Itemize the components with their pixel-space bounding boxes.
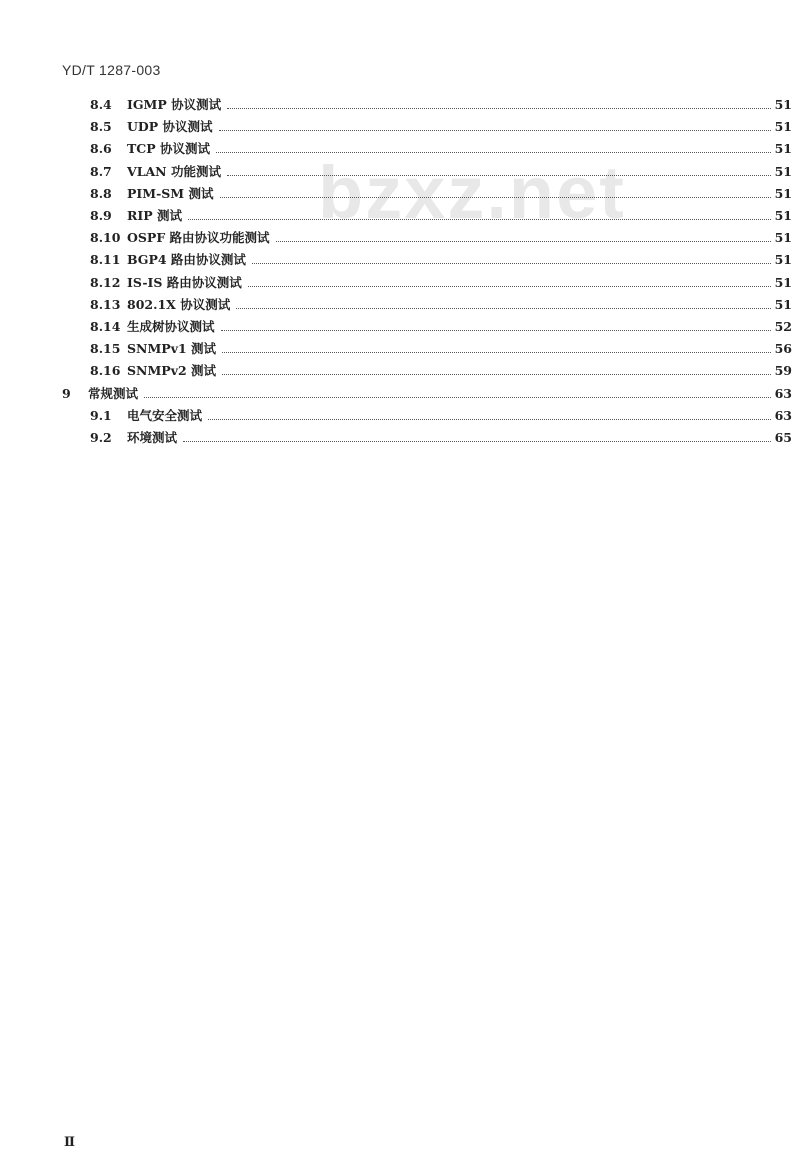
toc-entry-page: 51 [774,185,792,201]
toc-entry-number: 8.8 [90,185,112,201]
toc-entry-number: 9.2 [90,430,112,445]
toc-entry[interactable] [90,184,792,204]
toc-entry-number: 8.7 [90,163,112,179]
toc-entry[interactable] [90,339,792,359]
toc-entry[interactable] [62,384,792,404]
toc-entry-number: 8.13 [90,296,121,312]
leader-dots [227,107,770,109]
toc-entry[interactable] [90,273,792,293]
toc-entry-title: PIM-SM 测试 [127,185,214,201]
toc-entry-page: 56 [774,341,792,357]
toc-entry-number: 9 [62,385,71,401]
toc-entry-page: 52 [774,319,792,334]
toc-entry-title: 电气安全测试 [127,407,203,423]
toc-entry-page: 59 [774,363,792,379]
document-id-header: YD/T 1287-003 [62,62,161,78]
toc-entry-title: IS-IS 路由协议测试 [127,274,242,290]
leader-dots [222,373,771,375]
leader-dots [219,129,771,131]
page-number: Ⅱ [64,1135,75,1150]
leader-dots [183,440,771,442]
toc-entry-number: 8.5 [90,119,112,135]
leader-dots [227,174,771,176]
toc-entry[interactable] [90,228,792,248]
leader-dots [208,418,771,420]
toc-entry[interactable] [90,361,792,381]
toc-entry-title: 生成树协议测试 [127,319,215,334]
toc-entry-page: 51 [774,274,792,290]
toc-entry-title: TCP 协议测试 [127,141,211,157]
toc-entry[interactable] [90,206,792,226]
toc-entry[interactable] [90,250,792,270]
toc-entry-title: 环境测试 [127,430,178,445]
toc-entry-title: 常规测试 [88,385,139,401]
toc-entry-page: 63 [774,407,792,423]
toc-entry[interactable] [90,428,792,448]
toc-entry[interactable] [90,162,792,182]
leader-dots [276,240,771,242]
watermark: bzxz.net [318,151,626,234]
leader-dots [216,151,771,153]
leader-dots [188,218,771,220]
toc-entry-number: 8.9 [90,208,112,223]
toc-entry-title: SNMPv1 测试 [127,341,217,357]
toc-entry-title: VLAN 功能测试 [127,163,221,179]
toc-entry-title: UDP 协议测试 [127,119,213,135]
toc-entry-title: RIP 测试 [127,208,182,223]
toc-entry-title: IGMP 协议测试 [127,97,222,112]
leader-dots [220,196,771,198]
toc-entry-number: 9.1 [90,407,112,423]
toc-entry[interactable] [90,117,792,137]
toc-entry-page: 63 [774,385,792,401]
toc-entry-page: 65 [774,430,792,445]
toc-entry-number: 8.4 [90,97,112,112]
leader-dots [252,262,771,264]
toc-entry-number: 8.16 [90,363,121,379]
toc-entry-title: 802.1X 协议测试 [127,296,231,312]
toc-entry[interactable] [90,95,792,115]
toc-entry-page: 51 [774,119,792,135]
toc-entry-page: 51 [774,163,792,179]
toc-entry-title: OSPF 路由协议功能测试 [127,230,270,246]
toc-entry-page: 51 [774,97,792,112]
toc-entry-number: 8.6 [90,141,112,157]
leader-dots [236,307,770,309]
toc-entry-page: 51 [774,296,792,312]
toc-entry[interactable] [90,317,792,337]
leader-dots [222,351,771,353]
toc-entry-page: 51 [774,141,792,157]
toc-entry-number: 8.15 [90,341,121,357]
toc-entry-number: 8.14 [90,319,121,334]
toc-entry-number: 8.11 [90,252,121,268]
toc-entry-title: SNMPv2 测试 [127,363,217,379]
leader-dots [248,285,771,287]
toc-entry-title: BGP4 路由协议测试 [127,252,246,268]
toc-entry[interactable] [90,295,792,315]
toc-entry-page: 51 [774,208,792,223]
toc-entry-number: 8.10 [90,230,121,246]
toc-entry-page: 51 [774,252,792,268]
toc-entry[interactable] [90,139,792,159]
toc-entry-number: 8.12 [90,274,121,290]
leader-dots [144,396,771,398]
leader-dots [221,329,771,331]
toc-entry-page: 51 [774,230,792,246]
toc-entry[interactable] [90,406,792,426]
